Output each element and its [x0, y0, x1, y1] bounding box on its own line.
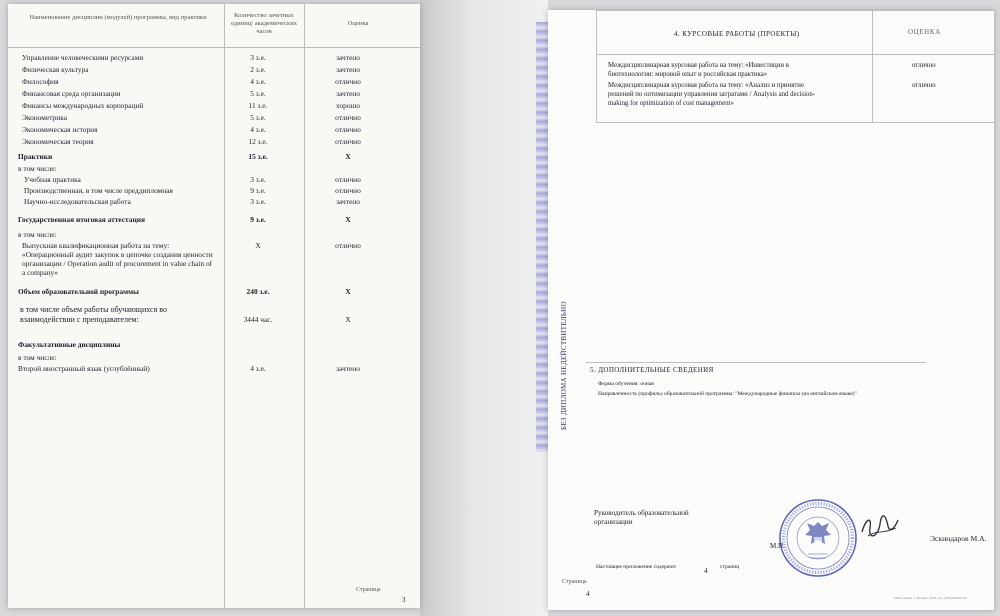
discipline-name: Финансы международных корпораций: [22, 101, 144, 110]
head-title-line: организации: [594, 518, 633, 526]
thesis-line: организации / Operation audit of procurement in value chain of: [22, 259, 213, 268]
discipline-grade: зачтено: [336, 53, 360, 62]
column-divider-2: [304, 4, 305, 608]
practices-title: Практики: [18, 152, 53, 161]
discipline-grade: отлично: [335, 113, 361, 122]
practice-credits: 3 з.е.: [250, 197, 266, 206]
head-title-line: Руководитель образовательной: [594, 509, 689, 517]
discipline-credits: 11 з.е.: [248, 101, 268, 110]
discipline-name: Финансовая среда организации: [22, 89, 121, 98]
optional-credits: 4 з.е.: [250, 364, 266, 373]
optional-title: Факультативные дисциплины: [18, 340, 121, 349]
attestation-title: Государственная итоговая аттестация: [18, 215, 145, 224]
diploma-validity-note: БЕЗ ДИПЛОМА НЕДЕЙСТВИТЕЛЬНО: [560, 301, 568, 430]
optional-grade: зачтено: [336, 364, 360, 373]
attestation-grade: X: [345, 215, 351, 224]
practice-grade: зачтено: [336, 197, 360, 206]
section4-title: 4. КУРСОВЫЕ РАБОТЫ (ПРОЕКТЫ): [674, 30, 800, 38]
section4-bottom-rule: [596, 122, 994, 123]
header-rule: [8, 47, 420, 48]
discipline-credits: 3 з.е.: [250, 53, 266, 62]
attestation-sub: в том числе:: [18, 230, 57, 239]
practices-sub: в том числе:: [18, 164, 57, 173]
contact-grade: X: [345, 315, 351, 324]
optional-name: Второй иностранный язык (углублённый): [18, 364, 150, 373]
discipline-grade: отлично: [335, 137, 361, 146]
page-number: 3: [402, 596, 406, 604]
thesis-grade: отлично: [335, 241, 361, 250]
volume-grade: X: [345, 287, 351, 296]
optional-sub: в том числе:: [18, 353, 57, 362]
head-name: Эскиндаров М.А.: [930, 534, 987, 543]
discipline-name: Управление человеческими ресурсами: [22, 53, 144, 62]
discipline-credits: 4 з.е.: [250, 77, 266, 86]
discipline-grade: зачтено: [336, 65, 360, 74]
practice-name: Учебная практика: [24, 175, 81, 184]
printer-note: ООО «Знак», г. Москва, 2019, тел. (495) 000-00-00: [894, 596, 967, 600]
contact-hours: 3444 час.: [243, 315, 273, 324]
program-direction: Направленность (профиль) образовательной программы: "Международные финансы (на английском языке)": [598, 391, 857, 397]
grade-header: ОЦЕНКА: [908, 28, 941, 36]
page-label: Страница: [562, 579, 587, 585]
header-grade: Оценка: [347, 20, 369, 27]
form-of-study: Форма обучения: очная: [598, 381, 654, 387]
practices-grade: X: [345, 152, 351, 161]
section4-top-rule: [596, 10, 994, 11]
section4-header-rule: [596, 54, 994, 55]
practice-credits: 3 з.е.: [250, 175, 266, 184]
discipline-name: Экономическая теория: [22, 137, 94, 146]
practice-grade: отлично: [335, 175, 361, 184]
discipline-name: Философия: [22, 77, 59, 86]
discipline-credits: 12 з.е.: [248, 137, 268, 146]
contact-line: взаимодействии с преподавателем:: [20, 315, 139, 324]
discipline-credits: 5 з.е.: [250, 89, 266, 98]
spread-gutter: [420, 0, 548, 616]
discipline-name: Экономическая история: [22, 125, 98, 134]
coursework-line: making for optimization of cost management»: [608, 100, 734, 107]
thesis-line: a company»: [22, 268, 58, 277]
thesis-line: «Операционный аудит закупок в цепочке создания ценности: [22, 250, 213, 259]
coursework-line: биотехнологии: мировой опыт и российская практика»: [608, 71, 768, 78]
discipline-grade: хорошо: [336, 101, 360, 110]
practice-name: Научно-исследовательская работа: [24, 197, 131, 206]
header-name: Наименование дисциплин (модулей) программы, вид практики: [29, 14, 207, 21]
contact-line: в том числе объем работы обучающихся во: [20, 305, 167, 314]
discipline-grade: отлично: [335, 77, 361, 86]
attestation-credits: 9 з.е.: [250, 215, 266, 224]
section4-left-border: [596, 10, 597, 122]
page-label: Страница: [356, 587, 381, 593]
practice-name: Производственная, в том числе преддипломная: [24, 186, 173, 195]
coursework-line: Междисциплинарная курсовая работа на тему: «Анализ и принятие: [608, 82, 804, 89]
stamp-place: М.П.: [770, 542, 785, 550]
discipline-grade: отлично: [335, 125, 361, 134]
coursework-grade: отлично: [912, 62, 936, 69]
coursework-line: решений по оптимизации управления затратами / Analysis and decision-: [608, 91, 816, 98]
discipline-credits: 4 з.е.: [250, 125, 266, 134]
pages-word: страниц: [720, 564, 740, 570]
column-divider-1: [224, 4, 225, 608]
volume-credits: 240 з.е.: [246, 287, 270, 296]
coursework-grade: отлично: [912, 82, 936, 89]
pages-count: 4: [704, 567, 708, 575]
practice-credits: 9 з.е.: [250, 186, 266, 195]
thesis-line: Выпускная квалификационная работа на тему:: [22, 241, 170, 250]
pages-label: Настоящее приложение содержит: [596, 564, 677, 570]
volume-title: Объем образовательной программы: [18, 287, 139, 296]
page-number: 4: [586, 590, 590, 598]
discipline-credits: 5 з.е.: [250, 113, 266, 122]
discipline-name: Эконометрика: [22, 113, 67, 122]
coursework-line: Междисциплинарная курсовая работа на тему: «Инвестиции в: [608, 62, 789, 69]
signature-icon: [858, 512, 902, 542]
practices-credits: 15 з.е.: [248, 152, 268, 161]
section5-title: 5. ДОПОЛНИТЕЛЬНЫЕ СВЕДЕНИЯ: [590, 366, 714, 374]
official-seal-icon: [778, 498, 858, 578]
section5-rule: [586, 362, 926, 363]
header-credits: Количество зачетных единиц/ академических часов: [230, 12, 298, 35]
section4-column-divider: [872, 10, 873, 122]
discipline-name: Физическая культура: [22, 65, 89, 74]
discipline-grade: зачтено: [336, 89, 360, 98]
discipline-credits: 2 з.е.: [250, 65, 266, 74]
practice-grade: отлично: [335, 186, 361, 195]
thesis-credits: X: [255, 241, 261, 250]
